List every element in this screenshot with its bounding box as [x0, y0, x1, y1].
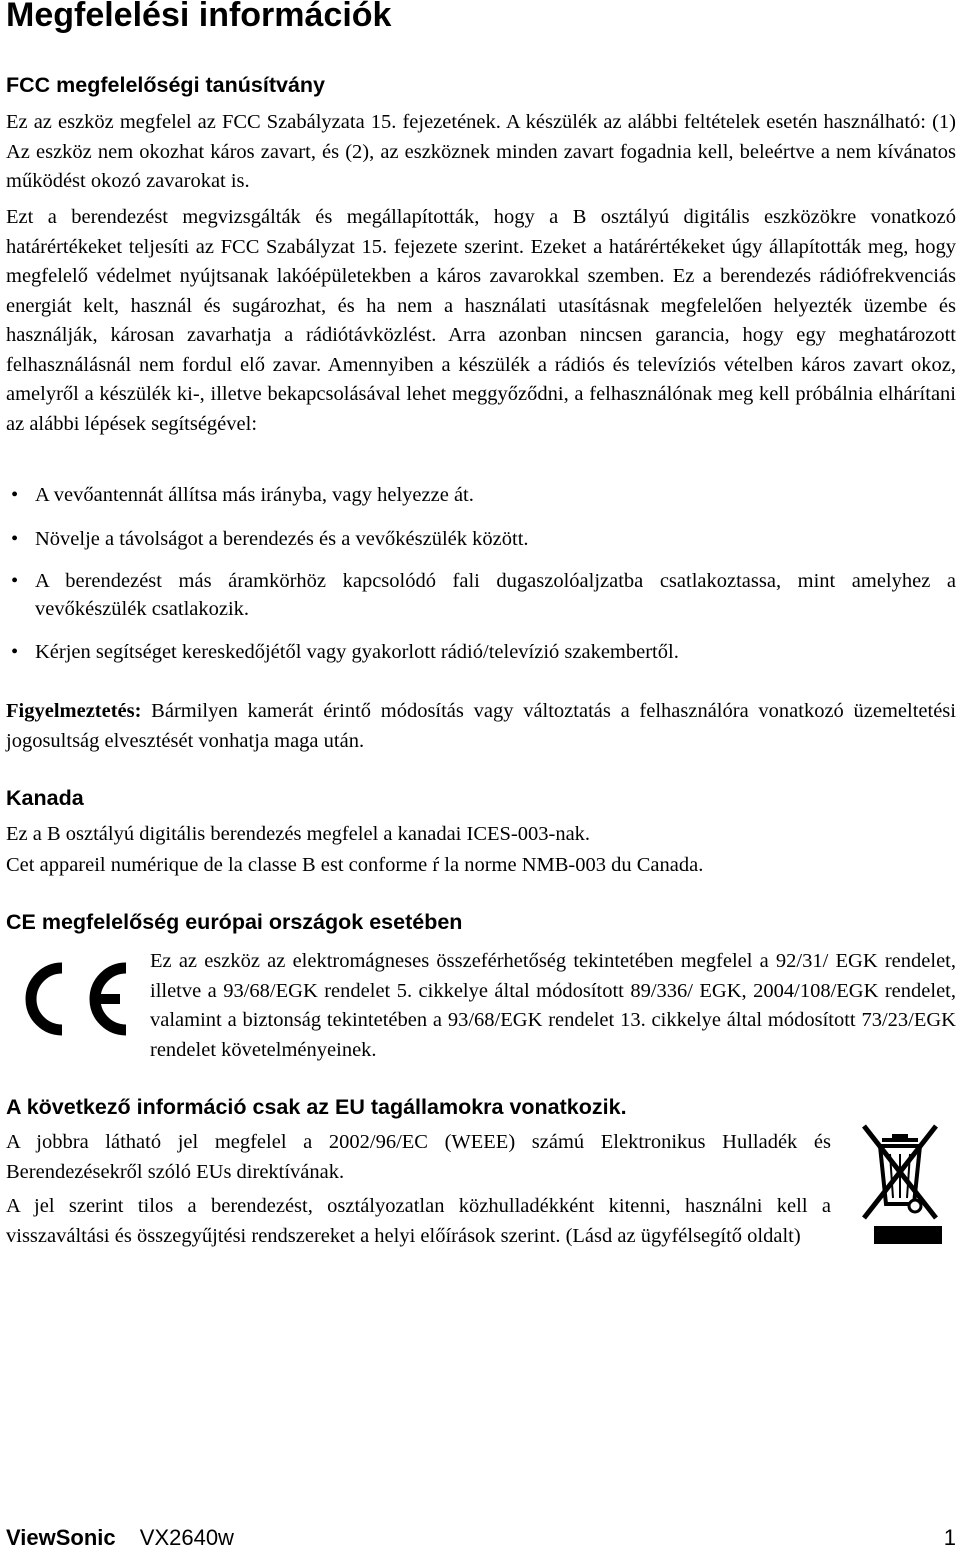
fcc-remedy-list — [6, 481, 956, 666]
eu-paragraph-1: A jobbra látható jel megfelel a 2002/96/EC (WEEE) számú Elektronikus Hulladék és Berendezésekről szóló EUs direktívának. — [6, 1131, 831, 1183]
fcc-heading: FCC megfelelőségi tanúsítvány — [6, 73, 325, 97]
ce-text: Ez az eszköz az elektromágneses összeférhetőség tekintetében megfelel a 92/31/ EGK rendelet, illetve a 93/68/EGK rendelet 5. cikkelye által módosított 89/336/ EGK, 2004/108/EGK rendelet, valamint a biztonság tekintetében a 93/68/EGK rendelet 13. cikkelye által módosított 73/23/EGK rendelet követelményeinek. — [150, 950, 956, 1061]
footer-model: VX2640w — [139, 1525, 234, 1550]
list-item: • Növelje a távolságot a berendezés és a vevőkészülék között. — [6, 525, 956, 553]
fcc-paragraph-2: Ezt a berendezést megvizsgálták és megállapították, hogy a B osztályú digitális eszközökre vonatkozó határértékeket teljesíti az FCC Szabályzat 15. fejezete szerint. Ezeket a határértékeket úgy állapították meg, hogy megfelelő védelmet nyújtsanak lakóépületekben a káros zavarokkal szemben. Ez a berendezés rádiófrekvenciás energiát kelt, használ és sugározhat, és ha nem a használati utasításnak megfelelően helyezték üzembe és használják, károsan zavarhatja a rádiótávközlést. Arra azonban nincsen garancia, hogy egy meghatározott felhasználásnál nem fordul elő zavar. Amennyiben a készülék a rádiós és televíziós vételben káros zavart okoz, amelyről a készülék ki-, illetve bekapcsolásával lehet meggyőződni, a felhasználónak meg kell próbálnia elhárítani az alábbi lépések segítségével: — [6, 206, 956, 435]
list-item: • A vevőantennát állítsa más irányba, vagy helyezze át. — [6, 481, 956, 509]
ce-mark-logo — [16, 958, 131, 1040]
footer — [6, 1525, 956, 1551]
list-item: • Kérjen segítséget kereskedőjétől vagy gyakorlott rádió/televízió szakembertől. — [6, 638, 956, 666]
fcc-warning — [6, 697, 956, 756]
eu-paragraph-2: A jel szerint tilos a berendezést, osztályozatlan közhulladékként kitenni, használni kell a visszaváltási és összegyűjtési rendszereket a helyi előírások szerint. (Lásd az ügyfélsegítő oldalt) — [6, 1195, 831, 1247]
list-item: • A berendezést más áramkörhöz kapcsolódó fali dugaszolóaljzatba csatlakoztassa, mint amelyhez a vevőkészülék csatlakozik. — [6, 567, 956, 623]
fcc-paragraph-1: Ez az eszköz megfelel az FCC Szabályzata 15. fejezetének. A készülék az alábbi feltételek esetén használható: (1) Az eszköz nem okozhat káros zavart, és (2), az eszköznek minden zavart fogadnia kell, beleértve a nem kívánatos működést okozó zavarokat is. — [6, 111, 956, 192]
warning-text: Bármilyen kamerát érintő módosítás vagy változtatás a felhasználóra vonatkozó üzemeltetési jogosultság elvesztését vonhatja maga után. — [6, 700, 956, 752]
canada-heading: Kanada — [6, 786, 84, 810]
canada-line-2: Cet appareil numérique de la classe B est conforme ŕ la norme NMB-003 du Canada. — [6, 854, 704, 876]
crossed-out-wheeled-bin-icon — [858, 1118, 942, 1246]
warning-label: Figyelmeztetés: — [6, 700, 142, 722]
canada-line-1: Ez a B osztályú digitális berendezés megfelel a kanadai ICES-003-nak. — [6, 823, 591, 845]
ce-heading: CE megfelelőség európai országok esetében — [6, 910, 463, 934]
eu-heading: A következő információ csak az EU tagállamokra vonatkozik. — [6, 1095, 627, 1119]
footer-brand: ViewSonic — [6, 1525, 116, 1550]
page-number: 1 — [943, 1525, 956, 1550]
page-title: Megfelelési információk — [6, 0, 392, 34]
